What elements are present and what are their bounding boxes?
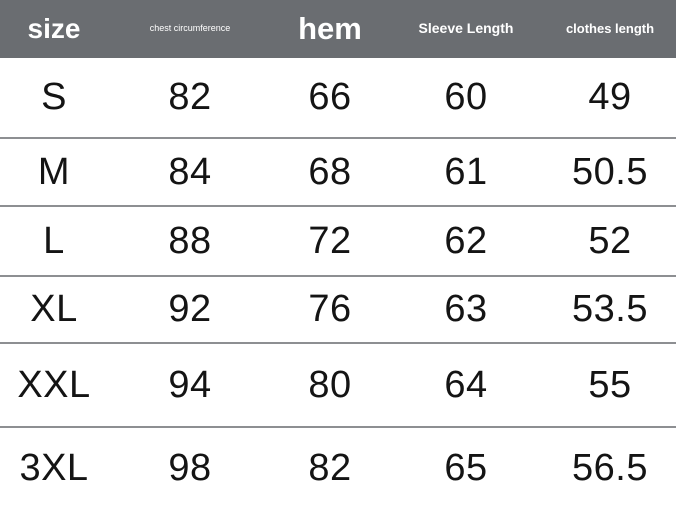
cell-sleeve-length: 63 [444, 288, 488, 330]
cell-chest: 82 [168, 76, 212, 118]
cell-hem: 68 [308, 150, 352, 193]
cell-chest: 92 [168, 288, 212, 330]
cell-chest: 84 [168, 150, 212, 193]
cell-size: S [41, 76, 67, 118]
table-row-l [0, 207, 676, 277]
header-cell-size: size [27, 12, 81, 44]
cell-size: 3XL [19, 446, 89, 489]
cell-clothes-length: 52 [588, 219, 632, 262]
header-cell-hem: hem [298, 10, 362, 46]
header-cell-chest-circumference: chest circumference [149, 23, 231, 34]
cell-sleeve-length: 65 [444, 446, 488, 489]
cell-hem: 72 [308, 219, 352, 262]
cell-chest: 94 [168, 363, 212, 406]
cell-clothes-length: 56.5 [572, 446, 648, 489]
cell-sleeve-length: 60 [444, 76, 488, 118]
cell-hem: 82 [308, 446, 352, 489]
cell-size: M [37, 150, 71, 193]
cell-size: XL [30, 288, 78, 330]
table-row-m [0, 139, 676, 207]
cell-clothes-length: 49 [588, 76, 632, 118]
cell-sleeve-length: 62 [444, 219, 488, 262]
cell-chest: 88 [168, 219, 212, 262]
cell-hem: 76 [308, 288, 352, 330]
table-header-row [0, 0, 676, 58]
cell-sleeve-length: 61 [444, 150, 488, 193]
table-row-3xl [0, 428, 676, 508]
cell-clothes-length: 55 [588, 363, 632, 406]
cell-hem: 80 [308, 363, 352, 406]
header-cell-clothes-length: clothes length [565, 20, 655, 36]
table-row-s [0, 58, 676, 139]
cell-clothes-length: 53.5 [572, 288, 648, 330]
cell-chest: 98 [168, 446, 212, 489]
cell-clothes-length: 50.5 [572, 150, 648, 193]
table-row-xl [0, 277, 676, 344]
table-row-xxl [0, 344, 676, 428]
header-cell-sleeve-length: Sleeve Length [418, 20, 514, 37]
cell-size: XXL [17, 363, 91, 406]
cell-size: L [43, 219, 65, 262]
cell-sleeve-length: 64 [444, 363, 488, 406]
cell-hem: 66 [308, 76, 352, 118]
